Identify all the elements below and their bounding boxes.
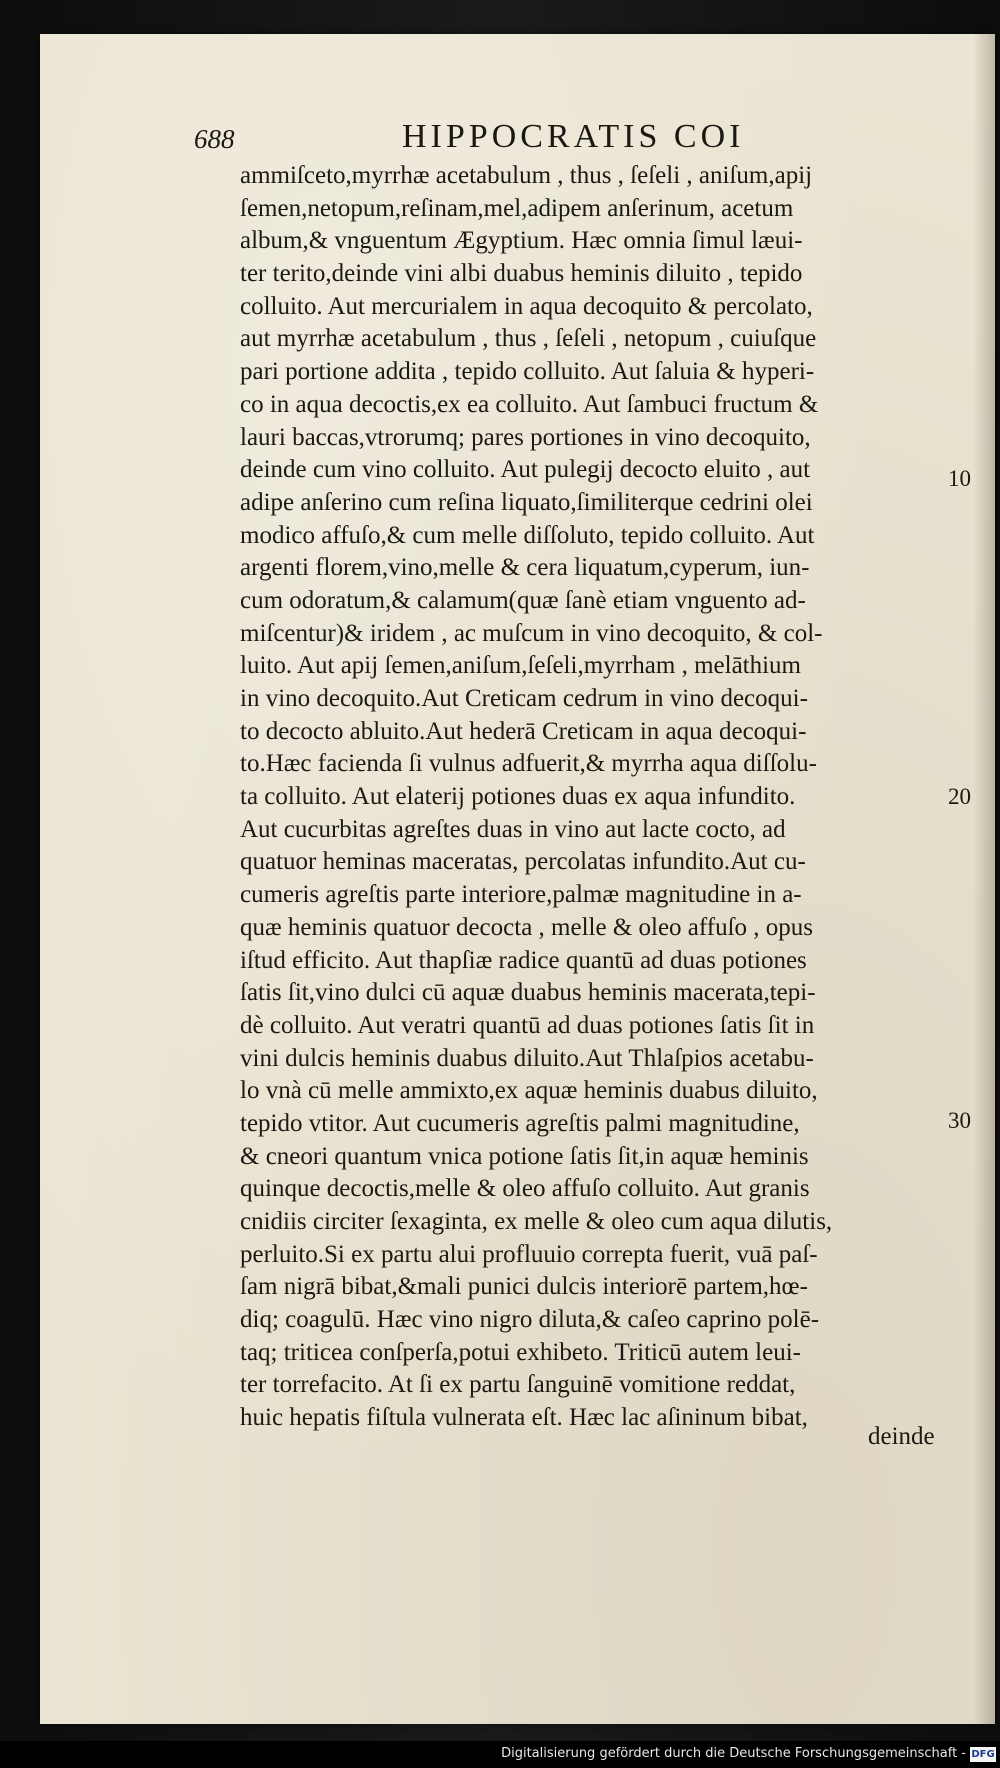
text-line: co in aqua decoctis,ex ea colluito. Aut ſambuci fructum & — [240, 390, 819, 418]
text-line: taq; triticea conſperſa,potui exhibeto. Triticū autem leui- — [240, 1338, 801, 1366]
text-line: ta colluito. Aut elaterij potiones duas ex aqua infundito. — [240, 783, 796, 811]
main-text-block — [240, 160, 940, 1435]
page-header — [194, 118, 794, 158]
text-line: ſatis ſit,vino dulci cū aquæ duabus heminis macerata,tepi- — [240, 979, 816, 1007]
text-line: argenti florem,vino,melle & cera liquatum,cyperum, iun- — [240, 554, 810, 582]
text-line: iſtud efficito. Aut thapſiæ radice quantū ad duas potiones — [240, 946, 807, 974]
text-line: to decocto abluito.Aut hederā Creticam in aqua decoqui- — [240, 717, 807, 745]
text-line: dè colluito. Aut veratri quantū ad duas potiones ſatis ſit in — [240, 1011, 815, 1039]
text-line: cumeris agreſtis parte interiore,palmæ magnitudine in a- — [240, 881, 802, 909]
text-line: cum odoratum,& calamum(quæ ſanè etiam vnguento ad- — [240, 586, 806, 614]
digitization-footer — [0, 1741, 1000, 1768]
text-line: colluito. Aut mercurialem in aqua decoquito & percolato, — [240, 292, 813, 320]
margin-line-number-10: 10 — [948, 466, 971, 491]
text-line: ſemen,netopum,reſinam,mel,adipem anſerinum, acetum — [240, 194, 794, 222]
text-line: vini dulcis heminis duabus diluito.Aut Thlaſpios acetabu- — [240, 1044, 814, 1072]
text-line: adipe anſerino cum reſina liquato,ſimiliterque cedrini olei — [240, 488, 813, 516]
text-line: to.Hæc facienda ſi vulnus adfuerit,& myrrha aqua diſſolu- — [240, 750, 817, 778]
text-line: ammiſceto,myrrhæ acetabulum , thus , ſeſeli , aniſum,apij — [240, 162, 813, 189]
text-line: pari portione addita , tepido colluito. Aut ſaluia & hyperi- — [240, 358, 815, 386]
page-edge-shadow — [973, 34, 995, 1724]
text-line: Aut cucurbitas agreſtes duas in vino aut lacte cocto, ad — [240, 815, 786, 843]
text-line: & cneori quantum vnica potione ſatis ſit,in aquæ heminis — [240, 1142, 809, 1170]
text-line: lo vnà cū melle ammixto,ex aquæ heminis duabus diluito, — [240, 1077, 818, 1105]
text-line: album,& vnguentum Ægyptium. Hæc omnia ſimul læui- — [240, 227, 803, 255]
text-line: quatuor heminas maceratas, percolatas infundito.Aut cu- — [240, 848, 806, 876]
text-line: cnidiis circiter ſexaginta, ex melle & oleo cum aqua dilutis, — [240, 1208, 833, 1235]
text-line: ter torrefacito. At ſi ex partu ſanguinē vomitione reddat, — [240, 1371, 796, 1399]
funding-credit: Digitalisierung gefördert durch die Deutsche Forschungsgemeinschaft - — [501, 1746, 966, 1761]
page-number: 688 — [194, 124, 235, 154]
text-line: aut myrrhæ acetabulum , thus , ſeſeli , netopum , cuiuſque — [240, 325, 817, 353]
text-line: huic hepatis fiſtula vulnerata eſt. Hæc lac aſininum bibat, — [240, 1404, 808, 1432]
text-line: modico affuſo,& cum melle diſſoluto, tepido colluito. Aut — [240, 521, 815, 549]
text-line: tepido vtitor. Aut cucumeris agreſtis palmi magnitudine, — [240, 1109, 800, 1137]
margin-line-number-30: 30 — [948, 1108, 971, 1133]
text-line: quinque decoctis,melle & oleo affuſo colluito. Aut granis — [240, 1175, 810, 1203]
text-line: diq; coagulū. Hæc vino nigro diluta,& caſeo caprino polē- — [240, 1306, 820, 1334]
text-line: perluito.Si ex partu alui profluuio correpta fuerit, vuā paſ- — [240, 1240, 818, 1268]
text-line: ter terito,deinde vini albi duabus heminis diluito , tepido — [240, 260, 803, 288]
text-line: ſam nigrā bibat,&mali punici dulcis interiorē partem,hœ- — [240, 1273, 808, 1301]
text-line: quæ heminis quatuor decocta , melle & oleo affuſo , opus — [240, 913, 814, 941]
text-line: deinde cum vino colluito. Aut pulegij decocto eluito , aut — [240, 456, 811, 484]
dfg-logo: DFG — [971, 1749, 995, 1760]
catchword: deinde — [868, 1423, 935, 1450]
text-line: miſcentur)& iridem , ac muſcum in vino decoquito, & col- — [240, 619, 823, 647]
text-line: in vino decoquito.Aut Creticam cedrum in vino decoqui- — [240, 685, 808, 712]
text-line: luito. Aut apij ſemen,aniſum,ſeſeli,myrrham , melāthium — [240, 652, 801, 680]
running-title: HIPPOCRATIS COI — [402, 118, 745, 155]
margin-line-number-20: 20 — [948, 784, 971, 809]
text-line: lauri baccas,vtrorumq; pares portiones in vino decoquito, — [240, 423, 811, 451]
